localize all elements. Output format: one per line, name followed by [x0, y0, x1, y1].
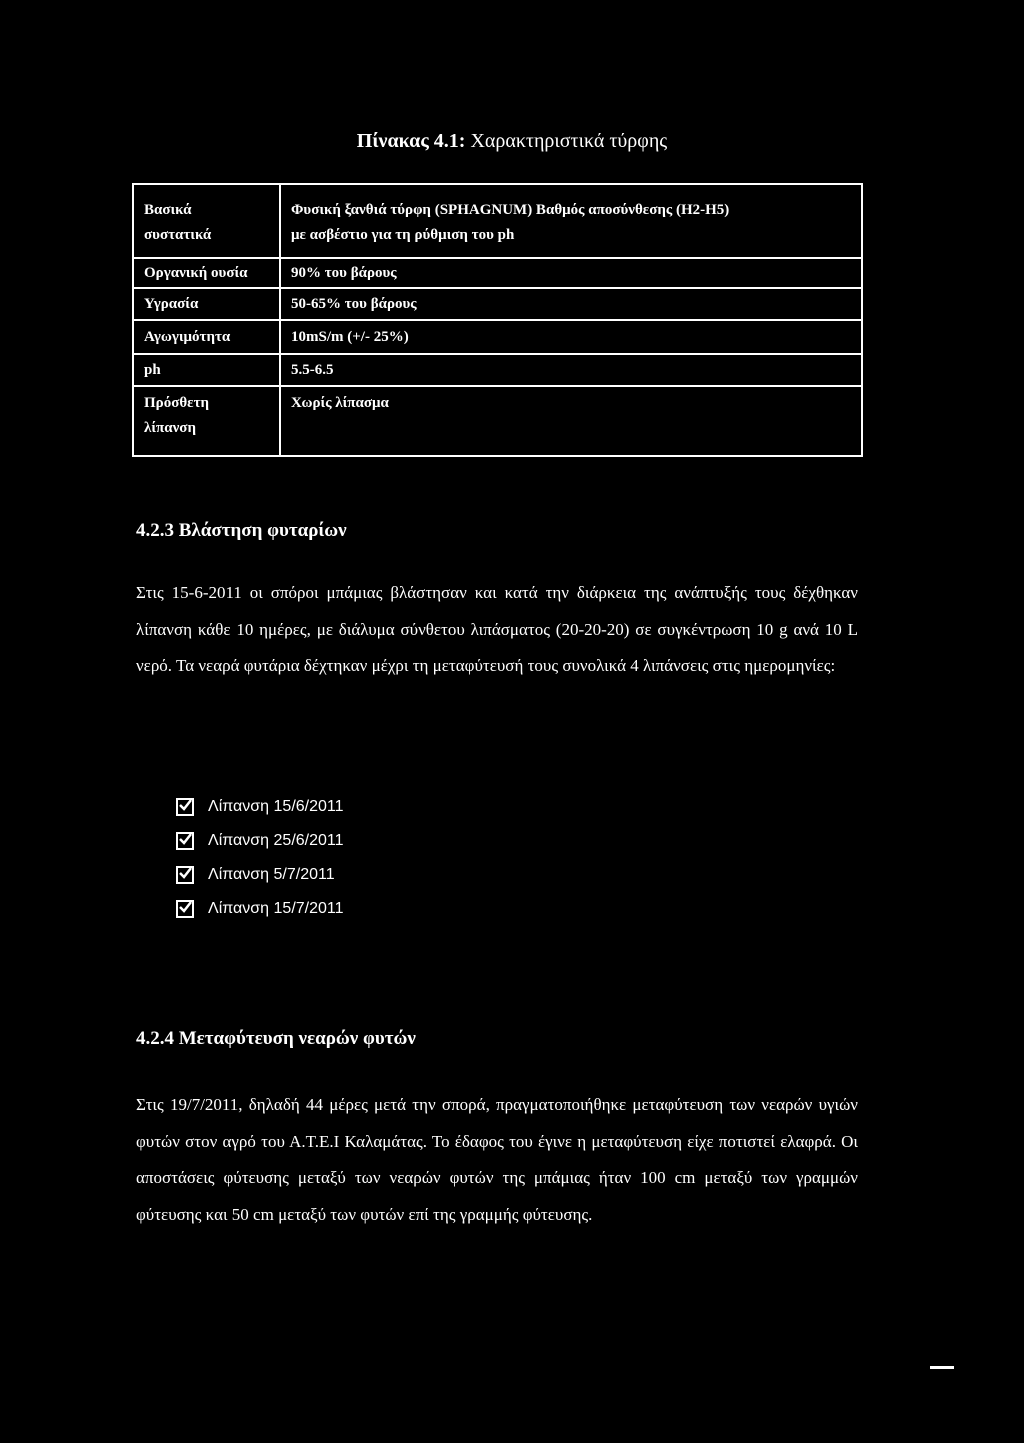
checked-box-icon	[176, 900, 194, 918]
label-line: Πρόσθετη	[144, 395, 210, 411]
row-value: 5.5-6.5	[280, 354, 862, 386]
peat-characteristics-table	[132, 183, 863, 457]
checklist-label: Λίπανση 15/6/2011	[208, 798, 344, 815]
list-item	[176, 824, 344, 858]
row-label	[133, 184, 280, 258]
footer-rule	[930, 1366, 954, 1369]
table-row	[133, 184, 862, 258]
row-value	[280, 184, 862, 258]
row-value: 90% του βάρους	[280, 258, 862, 288]
value-line: Φυσική ξανθιά τύρφη (SPHAGNUM) Βαθμός αποσύνθεσης (H2-H5)	[291, 202, 730, 218]
section-4-2-4-paragraph: Στις 19/7/2011, δηλαδή 44 μέρες μετά την σπορά, πραγματοποιήθηκε μεταφύτευση των νεαρών υγιών φυτών στον αγρό του Α.Τ.Ε.Ι Καλαμάτας. Το έδαφος του έγινε η μεταφύτευση είχε ποτιστεί ελαφρά. Οι αποστάσεις φύτευσης μεταξύ των νεαρών φυτών της μπάμιας ήταν 100 cm μεταξύ των γραμμών φύτευσης και 50 cm μεταξύ των φυτών επί της γραμμής φύτευσης.	[136, 1095, 858, 1224]
row-label: ph	[133, 354, 280, 386]
section-heading-4-2-4: 4.2.4 Μεταφύτευση νεαρών φυτών	[136, 1028, 416, 1049]
fertilization-checklist	[176, 790, 344, 926]
caption-text: Χαρακτηριστικά τύρφης	[465, 130, 668, 152]
label-line: λίπανση	[144, 420, 196, 436]
table-row	[133, 320, 862, 354]
table-row	[133, 288, 862, 320]
list-item	[176, 790, 344, 824]
label-line: συστατικά	[144, 227, 212, 243]
section-4-2-3-paragraph: Στις 15-6-2011 οι σπόροι μπάμιας βλάστησαν και κατά την διάρκεια της ανάπτυξής τους δέχθηκαν λίπανση κάθε 10 ημέρες, με διάλυμα σύνθετου λιπάσματος (20-20-20) σε συγκέντρωση 10 g ανά 10 L νερό. Τα νεαρά φυτάρια δέχτηκαν μέχρι τη μεταφύτευσή τους συνολικά 4 λιπάνσεις στις ημερομηνίες:	[136, 583, 858, 675]
row-label: Υγρασία	[133, 288, 280, 320]
section-heading-4-2-3: 4.2.3 Βλάστηση φυταρίων	[136, 520, 347, 541]
checklist-label: Λίπανση 15/7/2011	[208, 900, 344, 917]
row-value: 50-65% του βάρους	[280, 288, 862, 320]
list-item	[176, 858, 344, 892]
value-line: με ασβέστιο για τη ρύθμιση του ph	[291, 227, 515, 243]
row-label	[133, 386, 280, 456]
row-label: Αγωγιμότητα	[133, 320, 280, 354]
checked-box-icon	[176, 866, 194, 884]
row-label: Οργανική ουσία	[133, 258, 280, 288]
row-value: 10mS/m (+/- 25%)	[280, 320, 862, 354]
table-caption	[0, 130, 1024, 153]
table-row	[133, 354, 862, 386]
caption-label: Πίνακας 4.1:	[356, 130, 466, 152]
checked-box-icon	[176, 798, 194, 816]
table-row	[133, 386, 862, 456]
label-line: Βασικά	[144, 202, 192, 218]
list-item	[176, 892, 344, 926]
row-value: Χωρίς λίπασμα	[280, 386, 862, 456]
table-row	[133, 258, 862, 288]
checked-box-icon	[176, 832, 194, 850]
checklist-label: Λίπανση 25/6/2011	[208, 832, 344, 849]
checklist-label: Λίπανση 5/7/2011	[208, 866, 335, 883]
